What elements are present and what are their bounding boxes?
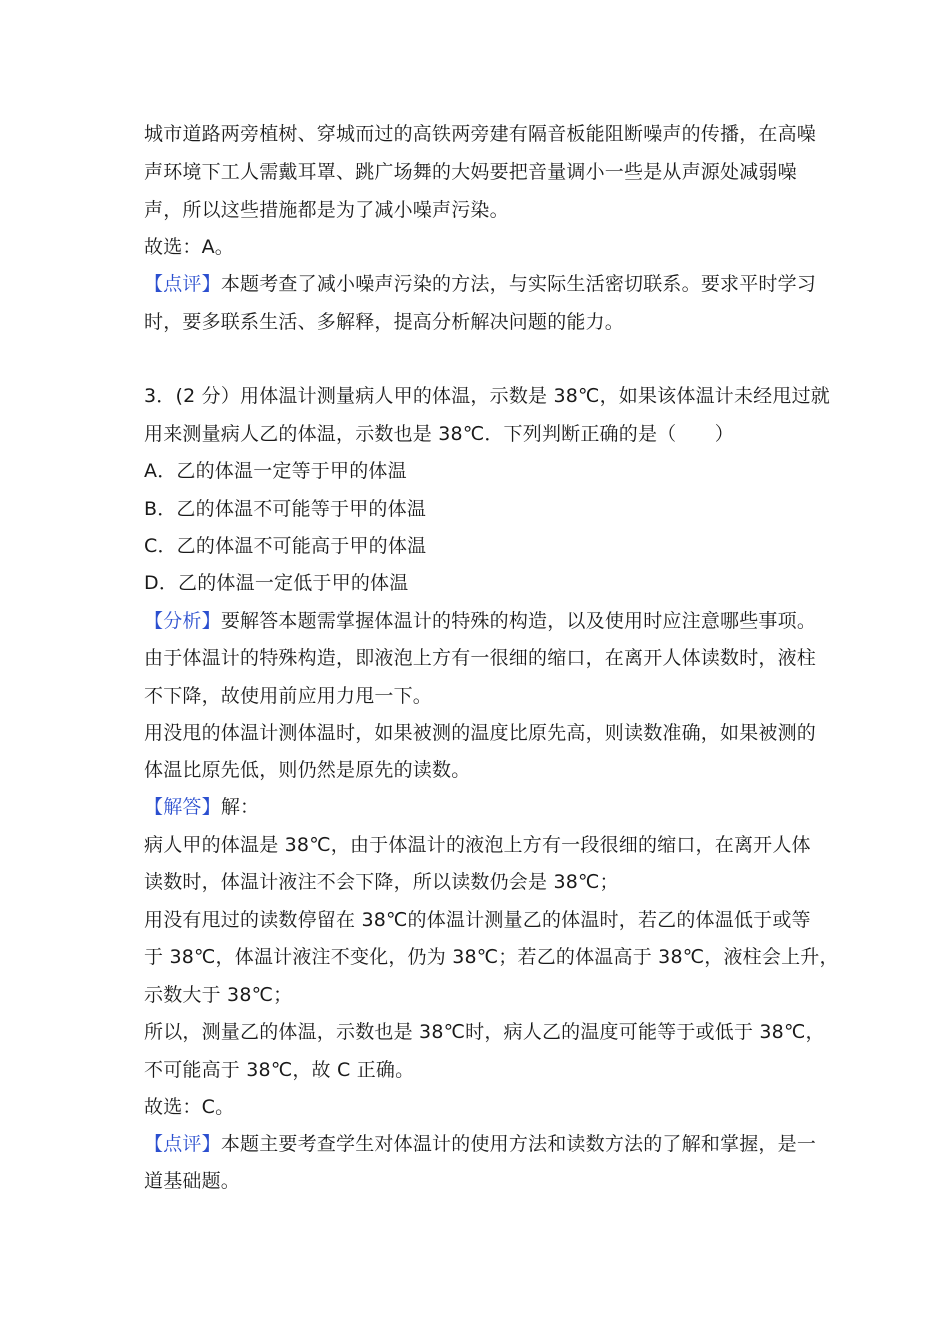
review-tag: 【点评】 bbox=[144, 1133, 221, 1155]
q3-review-text-1: 本题主要考查学生对体温计的使用方法和读数方法的了解和掌握，是一 bbox=[220, 1133, 817, 1155]
q3-solution-line-1: 病人甲的体温是 38℃，由于体温计的液泡上方有一段很细的缩口，在离开人体 bbox=[144, 834, 811, 856]
q3-stem-line-1: 3．(2 分）用体温计测量病人甲的体温，示数是 38℃，如果该体温计未经甩过就 bbox=[144, 385, 830, 407]
prev-solution-line-3: 声，所以这些措施都是为了减小噪声污染。 bbox=[144, 199, 509, 221]
q3-analysis-line-3: 不下降，故使用前应用力甩一下。 bbox=[144, 685, 433, 707]
analysis-tag: 【分析】 bbox=[144, 610, 221, 632]
prev-review-line-2: 时，要多联系生活、多解释，提高分析解决问题的能力。 bbox=[144, 311, 625, 333]
q3-analysis-text-1: 要解答本题需掌握体温计的特殊的构造，以及使用时应注意哪些事项。 bbox=[220, 610, 817, 632]
prev-solution-line-2: 声环境下工人需戴耳罩、跳广场舞的大妈要把音量调小一些是从声源处减弱噪 bbox=[144, 161, 797, 183]
q3-option-d: D．乙的体温一定低于甲的体温 bbox=[144, 572, 409, 594]
q3-analysis-line-2: 由于体温计的特殊构造，即液泡上方有一很细的缩口，在离开人体读数时，液柱 bbox=[144, 647, 817, 669]
q3-analysis-line-5: 体温比原先低，则仍然是原先的读数。 bbox=[144, 759, 471, 781]
q3-solution-line-6: 所以，测量乙的体温，示数也是 38℃时，病人乙的温度可能等于或低于 38℃， bbox=[144, 1021, 825, 1043]
q3-analysis-line-4: 用没甩的体温计测体温时，如果被测的温度比原先高，则读数准确，如果被测的 bbox=[144, 722, 817, 744]
q3-analysis-line-1 bbox=[144, 609, 824, 633]
prev-review-text-1: 本题考查了减小噪声污染的方法，与实际生活密切联系。要求平时学习 bbox=[220, 273, 817, 295]
q3-solution-line-4: 于 38℃，体温计液注不变化，仍为 38℃；若乙的体温高于 38℃，液柱会上升， bbox=[144, 946, 839, 968]
q3-solution-line-3: 用没有甩过的读数停留在 38℃的体温计测量乙的体温时，若乙的体温低于或等 bbox=[144, 909, 811, 931]
q3-solution-line-7: 不可能高于 38℃，故 C 正确。 bbox=[144, 1059, 415, 1081]
q3-review-line-2: 道基础题。 bbox=[144, 1170, 241, 1192]
review-tag: 【点评】 bbox=[144, 273, 221, 295]
q3-review-line-1 bbox=[144, 1132, 824, 1156]
solution-tag: 【解答】 bbox=[144, 796, 221, 818]
q3-option-a: A．乙的体温一定等于甲的体温 bbox=[144, 460, 407, 482]
q3-option-c: C．乙的体温不可能高于甲的体温 bbox=[144, 535, 427, 557]
q3-stem-line-2: 用来测量病人乙的体温，示数也是 38℃．下列判断正确的是（ ） bbox=[144, 423, 734, 445]
q3-answer: 故选：C。 bbox=[144, 1096, 235, 1118]
q3-solution-head bbox=[144, 795, 824, 819]
prev-solution-line-1: 城市道路两旁植树、穿城而过的高铁两旁建有隔音板能阻断噪声的传播，在高噪 bbox=[144, 123, 817, 145]
q3-solution-head-text: 解： bbox=[220, 796, 260, 818]
q3-solution-line-5: 示数大于 38℃； bbox=[144, 984, 293, 1006]
prev-answer: 故选：A。 bbox=[144, 236, 234, 258]
prev-review-line-1 bbox=[144, 272, 824, 296]
q3-option-b: B．乙的体温不可能等于甲的体温 bbox=[144, 498, 427, 520]
q3-solution-line-2: 读数时，体温计液注不会下降，所以读数仍会是 38℃； bbox=[144, 871, 619, 893]
